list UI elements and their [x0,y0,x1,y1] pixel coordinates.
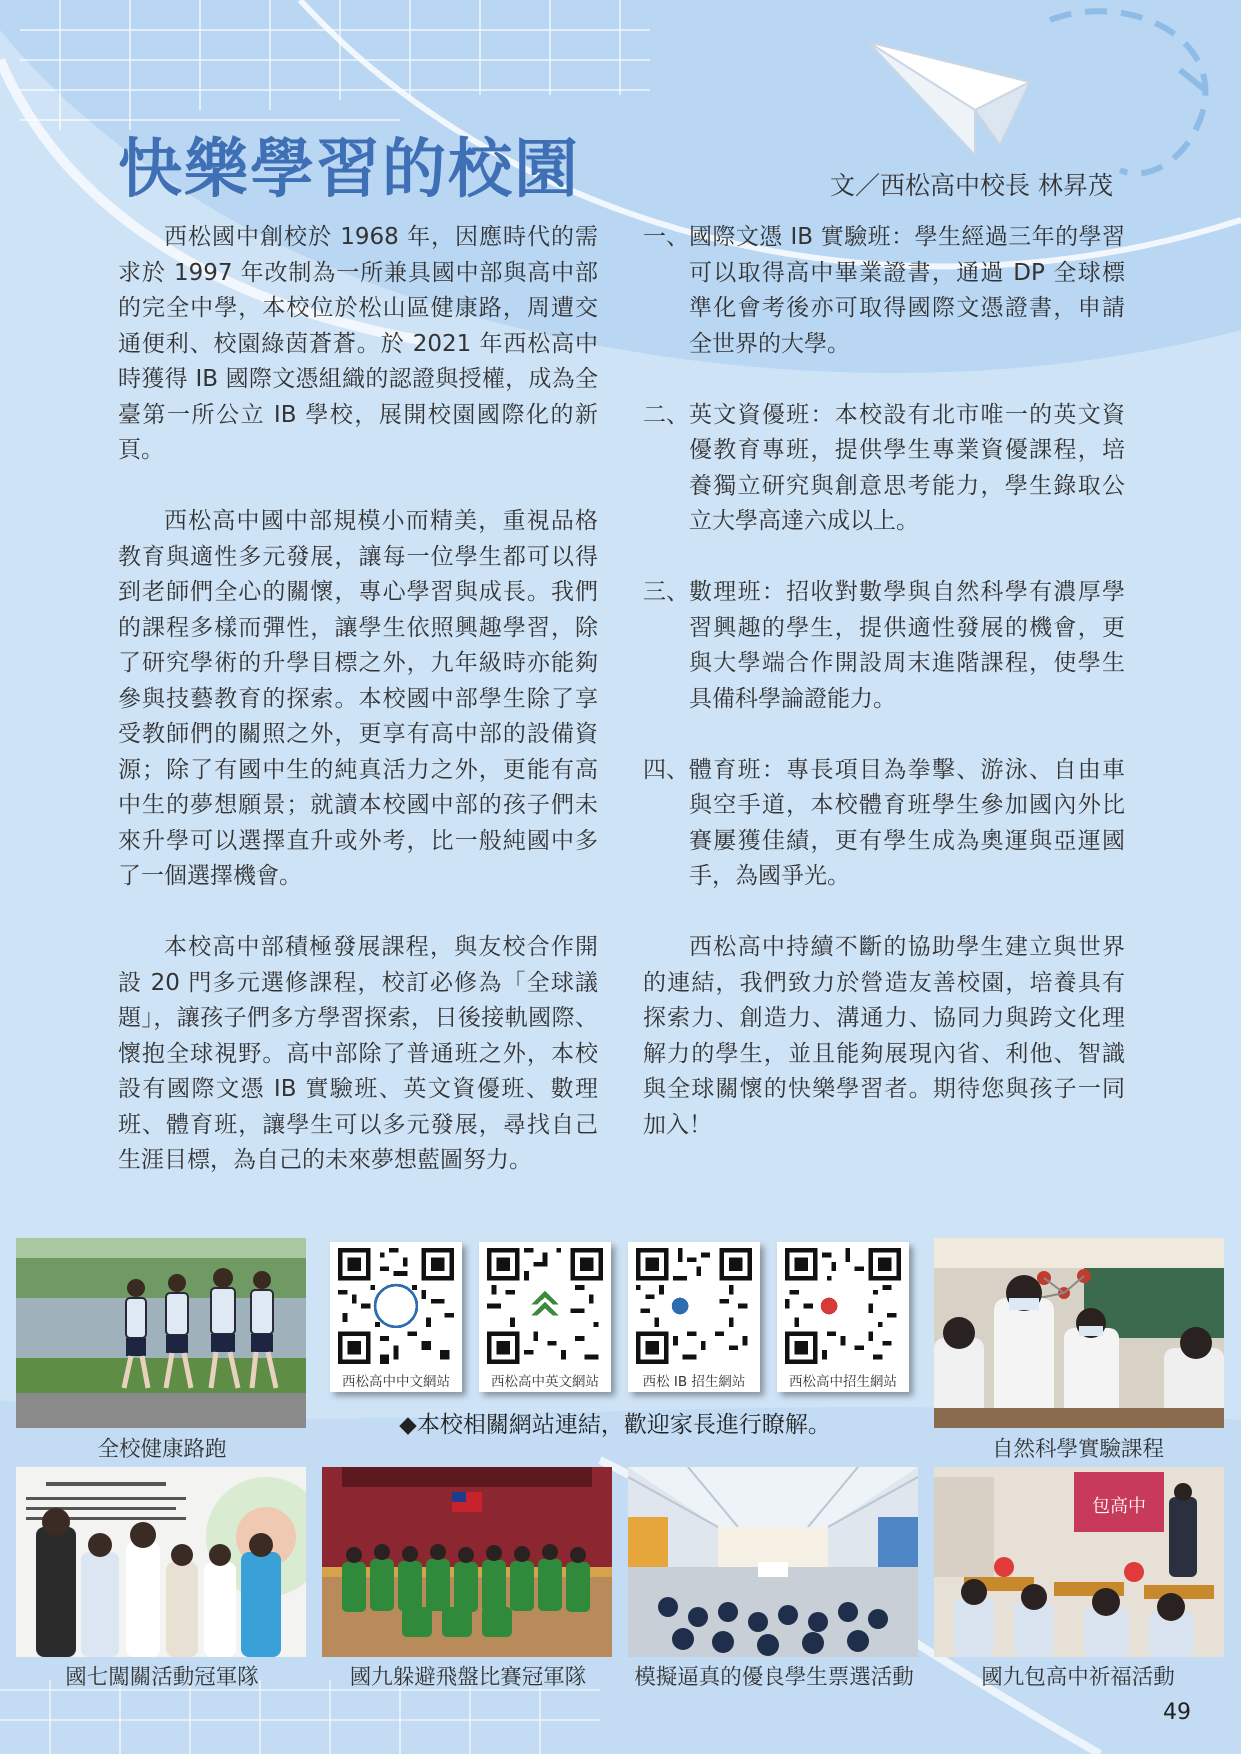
qr-code-icon[interactable] [338,1248,454,1364]
website-links-note: ◆本校相關網站連結，歡迎家長進行瞭解。 [399,1412,831,1438]
qr-card-admission-site[interactable] [777,1242,909,1392]
program-item-math-science [643,575,1125,717]
photo-blessing-event [934,1467,1224,1657]
qr-code-icon[interactable] [785,1248,901,1364]
page-number: 49 [1163,1700,1191,1725]
program-number: 四、 [643,756,689,783]
program-item-ib [643,220,1125,362]
program-number: 一、 [643,224,689,250]
program-number: 二、 [643,401,689,428]
left-column [118,220,598,1214]
program-text: 國際文憑 IB 實驗班：學生經過三年的學習可以取得高中畢業證書，通過 DP 全球標準化會考後亦可取得國際文憑證書，申請全世界的大學。 [689,224,1125,357]
photo-caption: 國九躲避飛盤比賽冠軍隊 [349,1665,587,1690]
program-text: 英文資優班：本校設有北市唯一的英文資優教育專班，提供學生專業資優課程，培養獨立研究與創意思考能力，學生錄取公立大學高達六成以上。 [689,401,1125,534]
program-text: 體育班：專長項目為拳擊、游泳、自由車與空手道，本校體育班學生參加國內外比賽屢獲佳績，更有學生成為奧運與亞運國手，為國爭光。 [689,756,1125,889]
qr-label: 西松 IB 招生網站 [642,1374,746,1390]
photo-dodgebee-team [322,1467,612,1657]
photo-grade7-team [16,1467,306,1657]
photo-caption: 全校健康路跑 [97,1437,227,1462]
program-text: 數理班：招收對數學與自然科學有濃厚學習興趣的學生，提供適性發展的機會，更與大學端合作開設周末進階課程，使學生具備科學論證能力。 [689,579,1125,712]
qr-code-icon[interactable] [636,1248,752,1364]
senior-high-paragraph: 本校高中部積極發展課程，與友校合作開設 20 門多元選修課程，校訂必修為「全球議題」，讓孩子們多方學習探索，日後接軌國際、懷抱全球視野。高中部除了普通班之外，本校設有國際文憑 IB 實驗班、英文資優班、數理班、體育班，讓學生可以多元發展，尋找自己生涯目標，為自己的未來夢想藍圖努力。 [118,934,598,1173]
intro-paragraph: 西松國中創校於 1968 年，因應時代的需求於 1997 年改制為一所兼具國中部與高中部的完全中學，本校位於松山區健康路，周遭交通便利、校園綠茵蒼蒼。於 2021 年西松高中時獲得 IB 國際文憑組織的認證與授權，成為全臺第一所公立 IB 學校，展開校園國際化的新頁。 [118,224,598,463]
photo-caption: 國七闖關活動冠軍隊 [65,1665,259,1690]
qr-label: 西松高中中文網站 [342,1374,450,1390]
program-item-sports [643,753,1125,895]
qr-code-icon[interactable] [487,1248,603,1364]
qr-card-english-site[interactable] [479,1242,611,1392]
photo-caption: 國九包高中祈福活動 [981,1665,1175,1690]
qr-label: 西松高中英文網站 [491,1374,599,1390]
photo-science-lab [934,1238,1224,1428]
closing-paragraph: 西松高中持續不斷的協助學生建立與世界的連結，我們致力於營造友善校園，培養具有探索力、創造力、溝通力、協同力與跨文化理解力的學生，並且能夠展現內省、利他、智識與全球關懷的快樂學習者。期待您與孩子一同加入！ [643,934,1125,1138]
program-item-english [643,398,1125,540]
photo-caption: 模擬逼真的優良學生票選活動 [634,1665,914,1690]
sign-text: 包高中 [1092,1496,1146,1517]
program-number: 三、 [643,579,689,605]
author-byline: 文／西松高中校長 林昇茂 [830,171,1113,200]
qr-label: 西松高中招生網站 [789,1374,897,1390]
photo-running [16,1238,306,1428]
photo-caption: 自然科學實驗課程 [991,1437,1164,1462]
junior-high-paragraph: 西松高中國中部規模小而精美，重視品格教育與適性多元發展，讓每一位學生都可以得到老師們全心的關懷，專心學習與成長。我們的課程多樣而彈性，讓學生依照興趣學習，除了研究學術的升學目標之外，九年級時亦能夠參與技藝教育的探索。本校國中部學生除了享受教師們的關照之外，更享有高中部的設備資源；除了有國中生的純真活力之外，更能有高中生的夢想願景；就讀本校國中部的孩子們未來升學可以選擇直升或外考，比一般純國中多了一個選擇機會。 [118,508,598,889]
qr-card-ib-admission-site[interactable] [628,1242,760,1392]
photo-student-election [628,1467,918,1657]
article-title: 快樂學習的校園 [118,132,580,207]
right-column [643,220,1125,1179]
qr-card-chinese-site[interactable] [330,1242,462,1392]
